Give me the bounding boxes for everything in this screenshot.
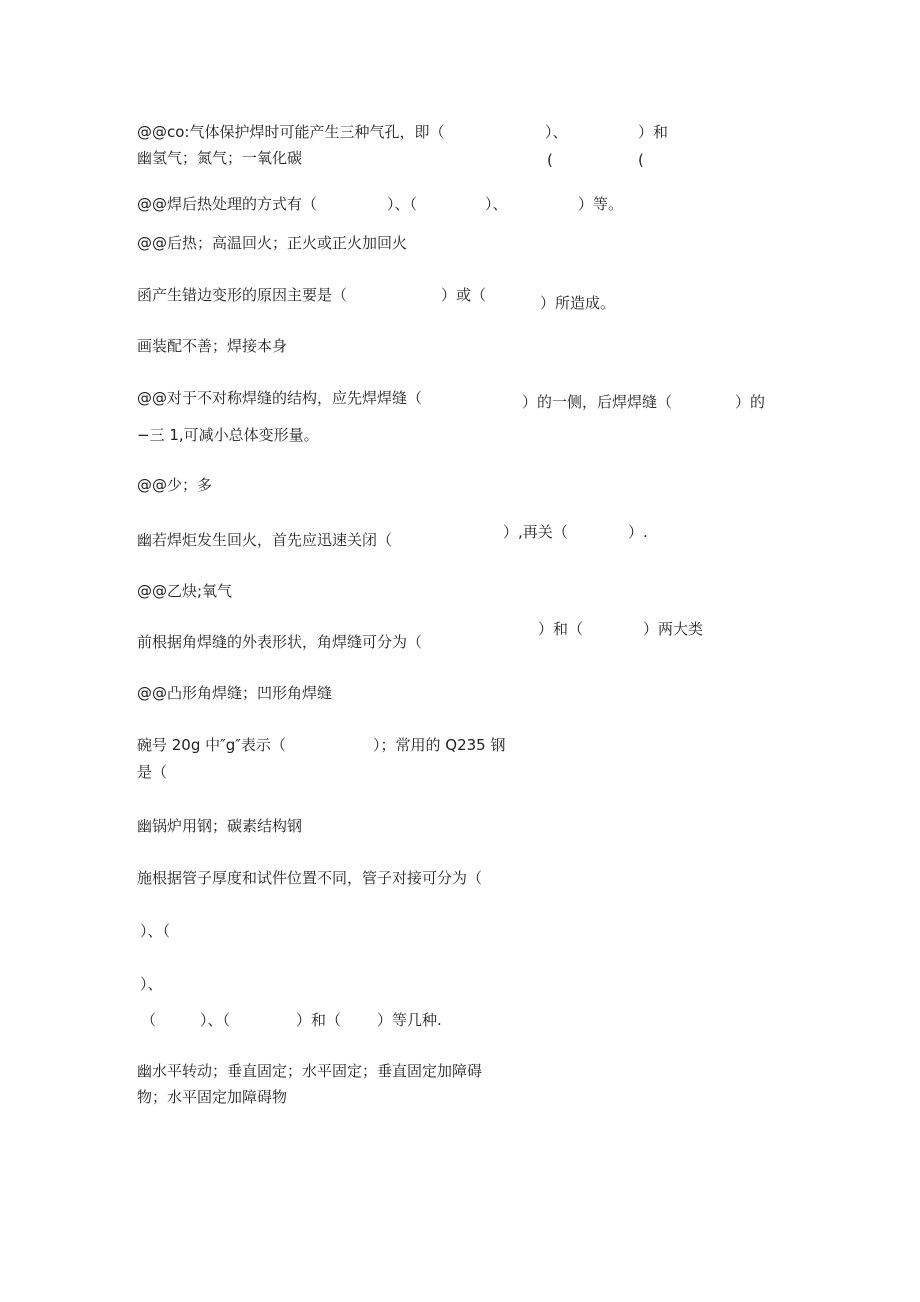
q1-blank1-close: ）、 — [545, 123, 568, 141]
q1-blank4-open: ( — [638, 151, 644, 169]
q7-question: 碗号 20g 中″g″表示（ — [137, 736, 286, 754]
q8-line4-blank1: ）、（ — [200, 1011, 231, 1029]
q8-line4-blank2: ）和（ — [296, 1011, 342, 1029]
q5-answer: @@乙炔;氧气 — [137, 582, 233, 600]
q1-question: @@co:气体保护焊时可能产生三种气孔，即（ — [137, 123, 445, 141]
q1-blank3-open: ( — [547, 151, 553, 169]
q2-blank3-close: ）等。 — [578, 195, 624, 213]
q4-blank1-close: ）的一侧，后焊焊缝（ — [522, 393, 673, 411]
q3-blank2-close: ）所造成。 — [540, 294, 616, 312]
q4-question: @@对于不对称焊缝的结构，应先焊焊缝（ — [137, 389, 423, 407]
q7-answer: 幽锅炉用钢；碳素结构钢 — [137, 817, 303, 835]
q2-question: @@焊后热处理的方式有（ — [137, 195, 318, 213]
q3-question: 函产生错边变形的原因主要是（ — [137, 286, 348, 304]
q3-answer: 画装配不善；焊接本身 — [137, 337, 288, 355]
q6-answer: @@凸形角焊缝；凹形角焊缝 — [137, 684, 333, 702]
q2-answer: @@后热；高温回火；正火或正火加回火 — [137, 234, 408, 252]
q5-question: 幽若焊炬发生回火，首先应迅速关闭（ — [137, 531, 393, 549]
q1-answer: 幽氢气；氮气；一氧化碳 — [137, 149, 303, 167]
q5-blank1-close: ）,再关（ — [503, 523, 568, 541]
q8-answer-line2: 物；水平固定加障碍物 — [137, 1088, 288, 1106]
q7-blank1-close: ）；常用的 Q235 钢 — [373, 736, 506, 754]
q7-continuation: 是（ — [137, 763, 168, 781]
q8-line4-open: （ — [141, 1011, 157, 1029]
q4-blank2-close: ）的 — [735, 393, 766, 411]
q6-clipped-line — [538, 620, 704, 638]
q1-blank2-close: ）和 — [638, 123, 669, 141]
q8-line4-blank3: ）等几种. — [377, 1011, 442, 1029]
q5-blank2-close: ）. — [628, 523, 648, 541]
q6-clipped-text: ）和（ ）两大类 — [538, 620, 704, 638]
q3-blank1-close: ）或（ — [441, 286, 487, 304]
q4-continuation: −三 1,可减小总体变形量。 — [137, 426, 319, 444]
q2-blank2-close: ）、 — [485, 195, 508, 213]
q8-question: 施根据管子厚度和试件位置不同，管子对接可分为（ — [137, 869, 483, 887]
q8-answer-line1: 幽水平转动；垂直固定；水平固定；垂直固定加障碍 — [137, 1062, 483, 1080]
q8-line3: ）、 — [140, 975, 163, 993]
q4-answer: @@少；多 — [137, 476, 213, 494]
q6-question: 前根据角焊缝的外表形状，角焊缝可分为（ — [137, 633, 423, 651]
q2-blank1-close: ）、（ — [387, 195, 418, 213]
q8-line2: ）、（ — [140, 922, 171, 940]
